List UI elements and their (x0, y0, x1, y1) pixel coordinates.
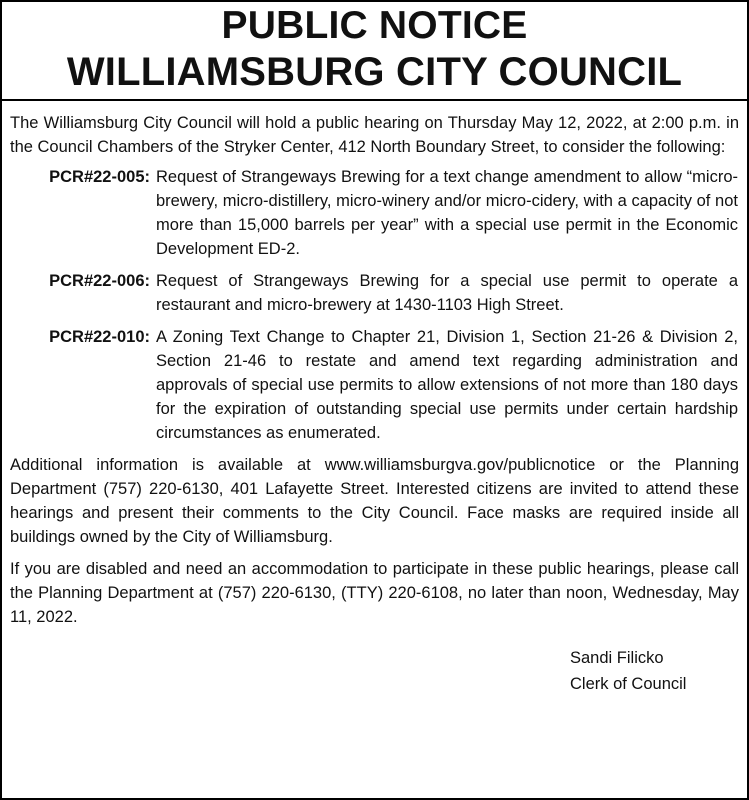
signer-name: Sandi Filicko (570, 649, 664, 667)
notice-title: PUBLIC NOTICE (221, 4, 528, 47)
notice-subtitle: WILLIAMSBURG CITY COUNCIL (66, 50, 683, 94)
accommodation-paragraph: If you are disabled and need an accommodation to participate in these public hearings, please call the Planning Department at (757) 220-6130, (TTY) 220-6108, no later than noon, Wednesday, May 11, 2022. (10, 560, 739, 626)
intro-paragraph: The Williamsburg City Council will hold a public hearing on Thursday May 12, 2022, at 2:00 p.m. in the Council Chambers of the Stryker Center, 412 North Boundary Street, to consider the following: (10, 114, 739, 156)
signer-title: Clerk of Council (570, 675, 687, 693)
item-code: PCR#22-005: (49, 168, 150, 186)
agenda-item (10, 269, 739, 317)
agenda-item (10, 165, 739, 261)
item-code: PCR#22-010: (49, 328, 150, 346)
agenda-item (10, 325, 739, 445)
item-description: Request of Strangeways Brewing for a text change amendment to allow “micro-brewery, micro-distillery, micro-winery and/or micro-cidery, with a capacity of not more than 15,000 barrels per year” with a special use permit in the Economic Development ED-2. (156, 168, 738, 258)
notice-header (2, 2, 747, 101)
signature-block (10, 645, 739, 697)
notice-body (2, 101, 747, 697)
item-description: A Zoning Text Change to Chapter 21, Division 1, Section 21-26 & Division 2, Section 21-46 to restate and amend text regarding administration and approvals of special use permits to allow extensions of not more than 180 days for the expiration of outstanding special use permits under certain hardship circumstances as enumerated. (156, 328, 738, 442)
additional-info-paragraph: Additional information is available at www.williamsburgva.gov/publicnotice or the Planning Department (757) 220-6130, 401 Lafayette Street. Interested citizens are invited to attend these hearings and present their comments to the City Council. Face masks are required inside all buildings owned by the City of Williamsburg. (10, 456, 739, 546)
item-code: PCR#22-006: (49, 272, 150, 290)
item-description: Request of Strangeways Brewing for a special use permit to operate a restaurant and micro-brewery at 1430-1103 High Street. (156, 272, 738, 314)
